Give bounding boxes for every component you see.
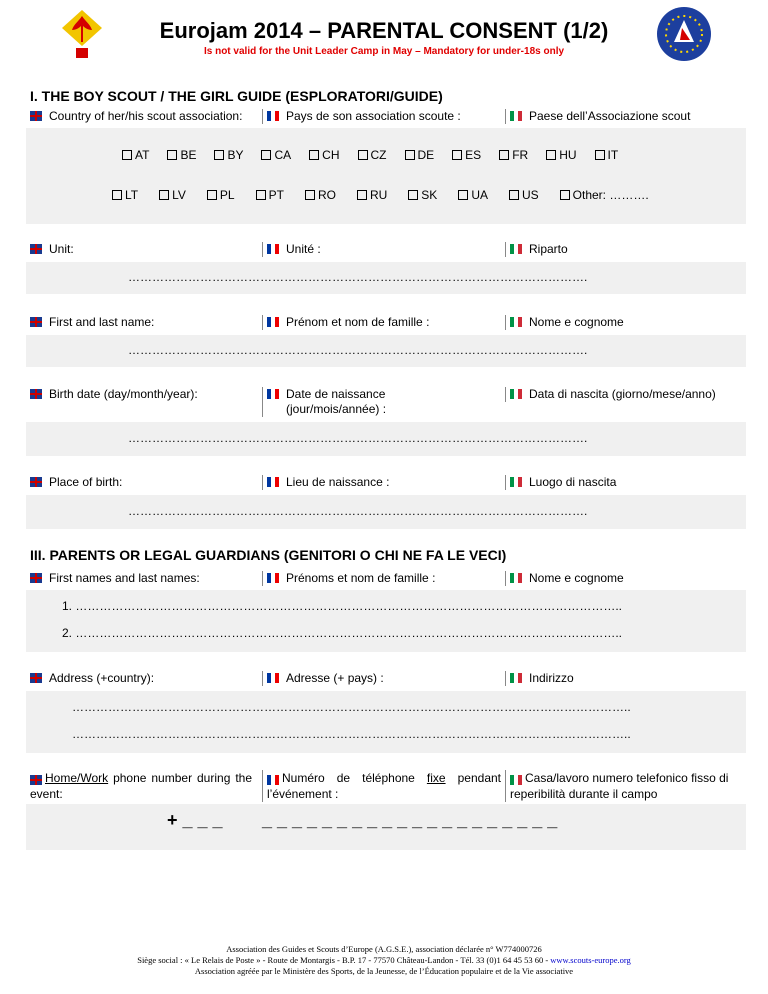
france-flag-icon (267, 389, 279, 399)
country-checkbox-lv[interactable]: LV (159, 188, 186, 202)
guardians-label-fr: Prénoms et nom de famille : (262, 571, 435, 586)
france-flag-icon (267, 573, 279, 583)
checkbox-square[interactable] (408, 190, 418, 200)
checkbox-square[interactable] (256, 190, 266, 200)
checkbox-square[interactable] (122, 150, 132, 160)
phone-label-it: Casa/lavoro numero telefonico fisso di reperibilità durante il campo (505, 770, 746, 802)
checkbox-square[interactable] (358, 150, 368, 160)
italy-flag-icon (510, 673, 522, 683)
italy-flag-icon (510, 389, 522, 399)
country-checkbox-be[interactable]: BE (167, 148, 196, 162)
place-label-it: Luogo di nascita (505, 475, 616, 490)
country-checkbox-by[interactable]: BY (214, 148, 243, 162)
checkbox-square[interactable] (458, 190, 468, 200)
ministry-link[interactable]: des Sports, de la Jeunesse, de l’Éducation populaire et de la Vie associative (317, 966, 574, 976)
checkbox-square[interactable] (595, 150, 605, 160)
birth-label-en: Birth date (day/month/year): (30, 387, 198, 402)
country-checkbox-us[interactable]: US (509, 188, 539, 202)
country-selection-area (26, 128, 746, 224)
france-flag-icon (267, 477, 279, 487)
france-flag-icon (267, 775, 279, 785)
checkbox-square[interactable] (261, 150, 271, 160)
checkbox-square[interactable] (546, 150, 556, 160)
name-label-it: Nome e cognome (505, 315, 624, 330)
phone-label-en: Home/Work phone number during the event: (30, 771, 252, 801)
checkbox-square[interactable] (167, 150, 177, 160)
country-checkbox-ro[interactable]: RO (305, 188, 336, 202)
checkbox-square[interactable] (159, 190, 169, 200)
country-checkbox-cz[interactable]: CZ (358, 148, 387, 162)
uk-flag-icon (30, 389, 42, 399)
uk-flag-icon (30, 673, 42, 683)
name-label-en: First and last name: (30, 315, 154, 330)
name-dotted-line: ……………………………………………………………………………………………………. (128, 343, 588, 357)
uk-flag-icon (30, 244, 42, 254)
place-label-en: Place of birth: (30, 475, 122, 490)
address-line-2: ………………………………………………………………………………………………………………………….. (72, 727, 631, 741)
country-checkbox-ch[interactable]: CH (309, 148, 339, 162)
checkbox-square[interactable] (309, 150, 319, 160)
country-checkbox-it[interactable]: IT (595, 148, 619, 162)
unit-dotted-line: ……………………………………………………………………………………………………. (128, 270, 588, 284)
country-checkbox-de[interactable]: DE (405, 148, 435, 162)
checkbox-square[interactable] (509, 190, 519, 200)
place-label-fr: Lieu de naissance : (262, 475, 389, 490)
uk-flag-icon (30, 775, 42, 785)
phone-label-fr: Numéro de téléphone fixe pendant l’événement : (262, 770, 501, 802)
country-checkbox-hu[interactable]: HU (546, 148, 576, 162)
page-subtitle: Is not valid for the Unit Leader Camp in May – Mandatory for under-18s only (203, 46, 565, 57)
guardian-line-2: 2. ……………………………………………………………………………………………………………………….. (62, 626, 623, 640)
country-checkbox-row-1 (122, 148, 618, 162)
guardians-label-it: Nome e cognome (505, 571, 624, 586)
association-label-it: Paese dell’Associazione scout (505, 109, 690, 124)
country-checkbox-sk[interactable]: SK (408, 188, 437, 202)
france-flag-icon (267, 317, 279, 327)
country-checkbox-es[interactable]: ES (452, 148, 481, 162)
birth-dotted-line: ……………………………………………………………………………………………………. (128, 431, 588, 445)
checkbox-square[interactable] (112, 190, 122, 200)
checkbox-square[interactable] (214, 150, 224, 160)
country-checkbox-fr[interactable]: FR (499, 148, 528, 162)
footer: Association des Guides et Scouts d’Europe (A.G.S.E.), association déclarée n° W774000726 Siège social : « Le Relais de Poste » - Route de Montargis - B.P. 17 - 77570 Château-Landon - Tél. 33 (0)1 64 45 53 60 - www.scouts-europe.org Association agréée par le Ministère des Sports, de la Jeunesse, de l’Éducation populaire et de la Vie associative (137, 944, 631, 976)
section-1-heading: I. THE BOY SCOUT / THE GIRL GUIDE (ESPLORATORI/GUIDE) (30, 88, 443, 104)
checkbox-square[interactable] (405, 150, 415, 160)
country-checkbox-lt[interactable]: LT (112, 188, 138, 202)
place-dotted-line: ……………………………………………………………………………………………………. (128, 504, 588, 518)
uk-flag-icon (30, 573, 42, 583)
checkbox-square[interactable] (357, 190, 367, 200)
country-checkbox-ru[interactable]: RU (357, 188, 387, 202)
country-checkbox-pt[interactable]: PT (256, 188, 284, 202)
address-line-1: ………………………………………………………………………………………………………………………….. (72, 700, 631, 714)
italy-flag-icon (510, 317, 522, 327)
france-flag-icon (267, 673, 279, 683)
uk-flag-icon (30, 111, 42, 121)
country-checkbox-pl[interactable]: PL (207, 188, 235, 202)
name-label-fr: Prénom et nom de famille : (262, 315, 429, 330)
birth-label-it: Data di nascita (giorno/mese/anno) (505, 387, 716, 402)
unit-label-en: Unit: (30, 242, 74, 257)
italy-flag-icon (510, 775, 522, 785)
italy-flag-icon (510, 111, 522, 121)
country-checkbox-ca[interactable]: CA (261, 148, 291, 162)
checkbox-square[interactable] (560, 190, 570, 200)
phone-country-code: + _ _ _ (167, 810, 223, 830)
france-flag-icon (267, 244, 279, 254)
france-flag-icon (267, 111, 279, 121)
unit-label-it: Riparto (505, 242, 568, 257)
country-checkbox-at[interactable]: AT (122, 148, 149, 162)
association-label-en: Country of her/his scout association: (30, 109, 242, 124)
section-3-heading: III. PARENTS OR LEGAL GUARDIANS (GENITORI O CHI NE FA LE VECI) (30, 547, 507, 563)
checkbox-square[interactable] (305, 190, 315, 200)
italy-flag-icon (510, 244, 522, 254)
address-label-en: Address (+country): (30, 671, 154, 686)
checkbox-square[interactable] (499, 150, 509, 160)
birth-label-fr: Date de naissance (jour/mois/année) : (262, 387, 417, 417)
address-label-fr: Adresse (+ pays) : (262, 671, 384, 686)
country-checkbox-ua[interactable]: UA (458, 188, 488, 202)
uk-flag-icon (30, 317, 42, 327)
phone-number-blanks: _ _ _ _ _ _ _ _ _ _ _ _ _ _ _ _ _ _ _ _ (262, 810, 558, 830)
page-title: Eurojam 2014 – PARENTAL CONSENT (1/2) (159, 18, 609, 43)
unit-label-fr: Unité : (262, 242, 321, 257)
uk-flag-icon (30, 477, 42, 487)
website-link[interactable]: www.scouts-europe.org (550, 955, 631, 965)
checkbox-square[interactable] (452, 150, 462, 160)
italy-flag-icon (510, 477, 522, 487)
association-label-fr: Pays de son association scoute : (262, 109, 461, 124)
country-checkbox-row-2 (112, 188, 649, 202)
guardians-label-en: First names and last names: (30, 571, 200, 586)
country-checkbox-other[interactable]: Other: ………. (560, 188, 649, 202)
address-label-it: Indirizzo (505, 671, 574, 686)
guardian-line-1: 1. ……………………………………………………………………………………………………………………….. (62, 599, 623, 613)
italy-flag-icon (510, 573, 522, 583)
checkbox-square[interactable] (207, 190, 217, 200)
